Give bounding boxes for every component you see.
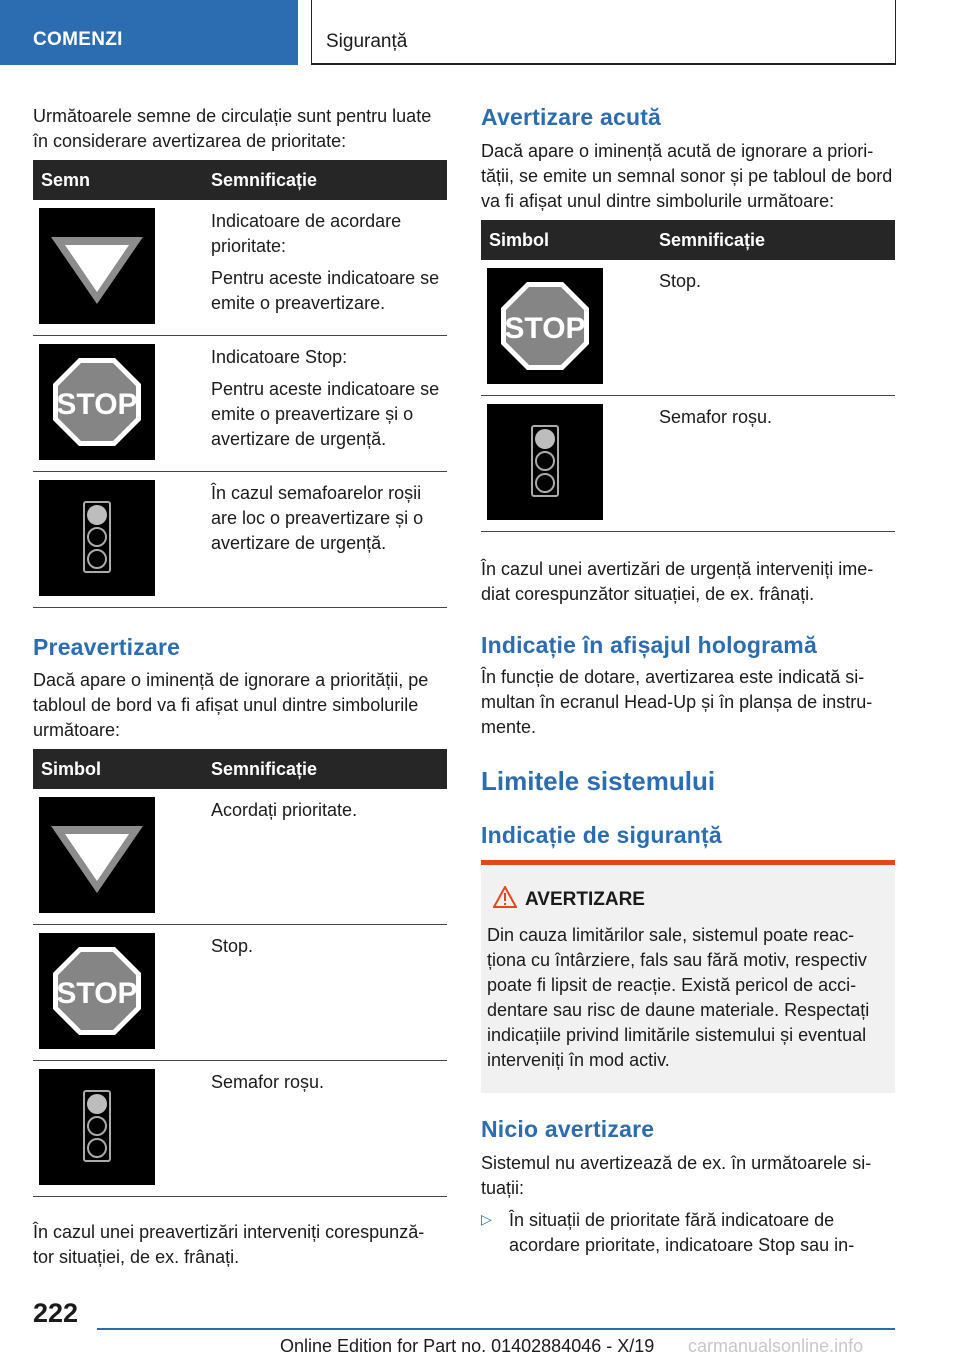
- meaning-text: Pentru aceste indicatoare se emite o preavertizare.: [211, 268, 440, 313]
- preavertizare-text: Dacă apare o iminență de ignorare a priorității, pe tabloul de bord va fi afișat unul dintre simbolurile următoare:: [33, 670, 429, 740]
- footer-divider: [97, 1328, 895, 1330]
- meaning-text: În cazul semafoarelor roșii are loc o preavertizare și o avertizare de urgență.: [211, 482, 424, 553]
- column-header: Simbol: [33, 749, 211, 789]
- safety-note-heading: Indicație de siguranță: [481, 822, 722, 848]
- section-title: COMENZI: [33, 29, 123, 50]
- acute-heading: Avertizare acută: [481, 104, 662, 130]
- warning-box: [481, 860, 895, 1093]
- chapter-header: [311, 0, 896, 65]
- preavertizare-after-text: În cazul unei preavertizări interveniți corespunză- tor situației, de ex. frânați.: [33, 1222, 425, 1267]
- svg-text:STOP: STOP: [56, 976, 138, 1010]
- warning-text: Din cauza limitărilor sale, sistemul poate reac- ționa cu întârziere, fals sau fără motiv, respectiv poate fi lipsit de reacție. Există pericol de acci- dentare sau risc de daune materiale. Respectați indicațiile privind limitările sistemului și eventual interveniți în mod activ.: [487, 925, 870, 1070]
- hologram-heading: Indicație în afișajul hologramă: [481, 632, 817, 658]
- edition-text: Online Edition for Part no. 01402884046 - X/19: [280, 1336, 655, 1356]
- column-header: Semn: [33, 160, 211, 200]
- symbols-table: [33, 749, 447, 1197]
- table-header: [481, 220, 895, 260]
- table-row: [33, 1060, 447, 1196]
- preavertizare-heading: Preavertizare: [33, 634, 181, 660]
- table-row: [481, 395, 895, 531]
- watermark: carmanualsonline.info: [685, 1336, 863, 1357]
- yield-sign-icon: [39, 797, 155, 913]
- traffic-light-icon: [39, 1069, 155, 1185]
- meaning-text: Indicatoare de acordare prioritate:: [211, 211, 402, 256]
- meaning-text: Semafor roșu.: [211, 1071, 325, 1092]
- table-row: [481, 260, 895, 395]
- traffic-light-icon: [39, 480, 155, 596]
- warning-icon: [493, 886, 517, 908]
- stop-sign-icon: [39, 933, 155, 1049]
- system-limits-heading: Limitele sistemului: [481, 766, 716, 796]
- table-header: [33, 160, 447, 200]
- table-row: [33, 335, 447, 471]
- column-header: Simbol: [481, 220, 659, 260]
- meaning-text: Stop.: [211, 935, 254, 956]
- bullet-triangle-icon: ▷: [481, 1211, 492, 1227]
- signs-table: [33, 160, 447, 608]
- table-header: [33, 749, 447, 789]
- meaning-text: Acordați prioritate.: [211, 800, 358, 820]
- column-header: Semnificație: [211, 749, 447, 789]
- hologram-text: În funcție de dotare, avertizarea este indicată si- multan în ecranul Head-Up și în planșa de instru- mente.: [481, 667, 873, 737]
- stop-sign-icon: [487, 268, 603, 384]
- traffic-light-icon: [487, 404, 603, 520]
- acute-text: Dacă apare o iminență acută de ignorare a priori- tății, se emite un semnal sonor și pe tabloul de bord va fi afișat unul dintre simbolurile următoare:: [481, 141, 893, 211]
- warning-title: AVERTIZARE: [525, 889, 645, 910]
- acute-symbols-table: [481, 220, 895, 532]
- bullet-text: În situații de prioritate fără indicatoare de acordare prioritate, indicatoare Stop sau in-: [509, 1210, 855, 1255]
- stop-sign-icon: [39, 344, 155, 460]
- table-row: [33, 471, 447, 607]
- table-row: [33, 924, 447, 1060]
- section-tab: [0, 0, 298, 65]
- column-header: Semnificație: [659, 220, 895, 260]
- acute-after-text: În cazul unei avertizări de urgență interveniți ime- diat corespunzător situației, de ex. frânați.: [481, 559, 874, 604]
- meaning-text: Semafor roșu.: [659, 406, 773, 427]
- column-header: Semnificație: [211, 160, 447, 200]
- yield-sign-icon: [39, 208, 155, 324]
- chapter-title: Siguranță: [326, 31, 408, 52]
- no-warning-heading: Nicio avertizare: [481, 1116, 655, 1142]
- table-row: [33, 789, 447, 924]
- intro-text: Următoarele semne de circulație sunt pentru luate în considerare avertizarea de prioritate:: [33, 106, 432, 151]
- table-row: [33, 200, 447, 335]
- meaning-text: Pentru aceste indicatoare se emite o preavertizare și o avertizare de urgență.: [211, 378, 440, 449]
- page-number: 222: [33, 1298, 79, 1328]
- svg-text:STOP: STOP: [504, 312, 586, 345]
- svg-text:STOP: STOP: [56, 387, 138, 421]
- meaning-text: Stop.: [659, 271, 702, 291]
- no-warning-text: Sistemul nu avertizează de ex. în următoarele si- tuații:: [481, 1153, 872, 1198]
- meaning-text: Indicatoare Stop:: [211, 346, 348, 367]
